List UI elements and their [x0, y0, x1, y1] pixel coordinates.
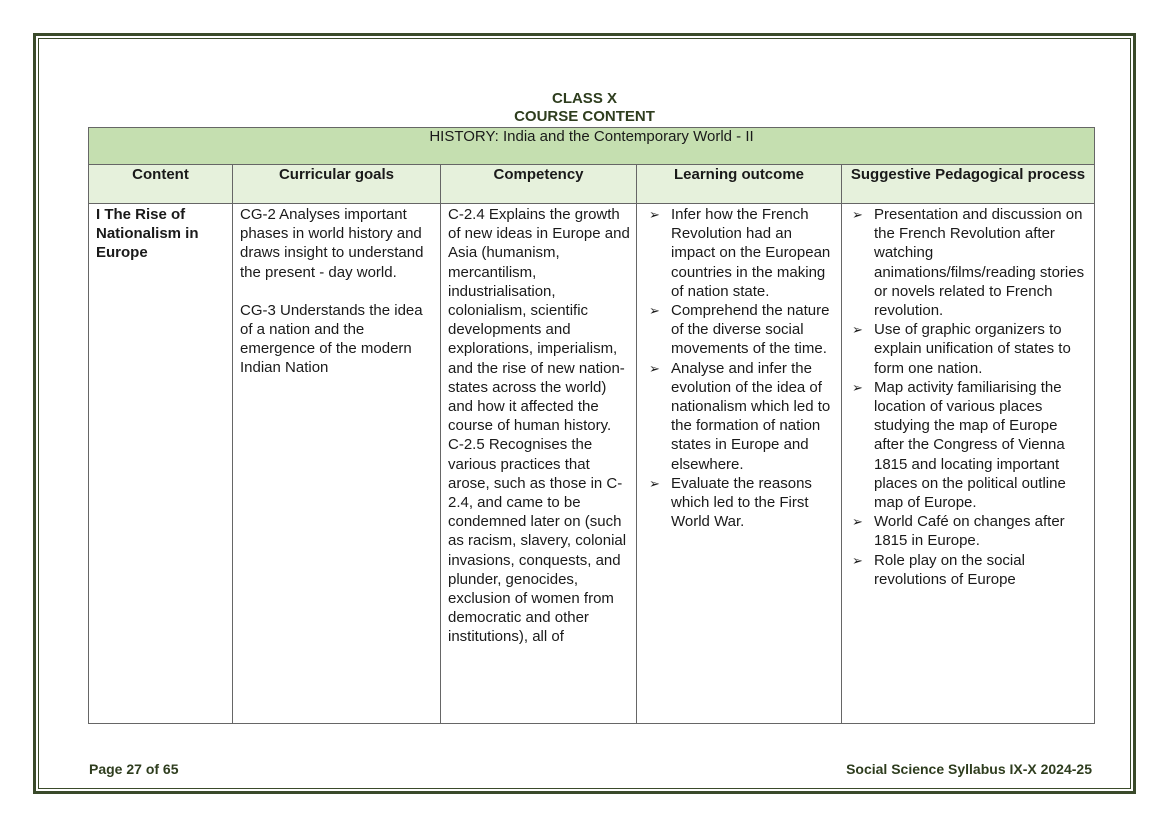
arrow-bullet-icon: ➢ — [649, 475, 660, 491]
class-heading: CLASS X — [551, 90, 617, 107]
pedagogical-process-item: ➢ Presentation and discussion on the French Revolution after watching animations/films/reading stories or novels related to French revolution. — [852, 206, 1085, 320]
arrow-bullet-icon: ➢ — [852, 552, 863, 568]
competency-cell — [441, 204, 637, 724]
pedagogical-process-item: ➢ Map activity familiarising the location of various places studying the map of Europe after the Congress of Vienna 1815 and locating important places on the political outline map of Europe. — [852, 378, 1066, 512]
column-header-learning-outcome: Learning outcome — [637, 165, 842, 204]
arrow-bullet-icon: ➢ — [852, 514, 863, 530]
learning-outcome-item: ➢ Evaluate the reasons which led to the First World War. — [649, 474, 812, 531]
course-content-heading: COURSE CONTENT — [514, 108, 655, 125]
arrow-bullet-icon: ➢ — [649, 360, 660, 376]
page-number: Page 27 of 65 — [89, 761, 179, 777]
content-title: I The Rise of Nationalism in Europe — [96, 206, 199, 262]
table-title: HISTORY: India and the Contemporary World - II — [89, 128, 1095, 165]
learning-outcome-item: ➢ Infer how the French Revolution had an impact on the European countries in the making of nation state. — [649, 206, 831, 300]
arrow-bullet-icon: ➢ — [852, 207, 863, 222]
arrow-bullet-icon: ➢ — [852, 379, 863, 395]
content-cell — [89, 204, 233, 724]
table-header-row — [89, 165, 1095, 204]
curricular-goal-item: CG-2 Analyses important phases in world history and draws insight to understand the present - day world. — [240, 206, 424, 281]
column-header-pedagogical-process: Suggestive Pedagogical process — [842, 165, 1095, 204]
pedagogical-process-item: ➢ World Café on changes after 1815 in Europe. — [852, 513, 1065, 550]
arrow-bullet-icon: ➢ — [649, 207, 660, 222]
competency-item: C-2.5 Recognises the various practices that arose, such as those in C-2.4, and came to be condemned later on (such as racism, slavery, colonial invasions, conquests, and plunder, genocides, exclusion of women from democratic and other institutions), all of — [448, 436, 627, 646]
competency-item: C-2.4 Explains the growth of new ideas in Europe and Asia (humanism, mercantilism, industrialisation, colonialism, scientific developments and explorations, imperialism, and the rise of new nation-states across the world) and how it affected the course of human history. — [448, 206, 630, 435]
column-header-content: Content — [89, 165, 233, 204]
curricular-goal-item: CG-3 Understands the idea of a nation and the emergence of the modern Indian Nation — [240, 301, 423, 377]
learning-outcome-cell — [637, 204, 842, 724]
column-header-curricular-goals: Curricular goals — [233, 165, 441, 204]
arrow-bullet-icon: ➢ — [649, 303, 660, 319]
curricular-goals-cell — [233, 204, 441, 724]
learning-outcome-item: ➢ Analyse and infer the evolution of the idea of nationalism which led to the formation of nation states in Europe and elsewhere. — [649, 359, 831, 473]
arrow-bullet-icon: ➢ — [852, 322, 863, 338]
column-header-competency: Competency — [441, 165, 637, 204]
document-title: Social Science Syllabus IX-X 2024-25 — [846, 761, 1092, 777]
table-row — [89, 204, 1095, 724]
pedagogical-process-cell — [842, 204, 1095, 724]
table-title-row — [89, 128, 1095, 165]
pedagogical-process-item: ➢ Role play on the social revolutions of Europe — [852, 551, 1025, 588]
learning-outcome-item: ➢ Comprehend the nature of the diverse social movements of the time. — [649, 302, 830, 358]
pedagogical-process-item: ➢ Use of graphic organizers to explain unification of states to form one nation. — [852, 321, 1071, 377]
course-content-table — [88, 127, 1095, 724]
